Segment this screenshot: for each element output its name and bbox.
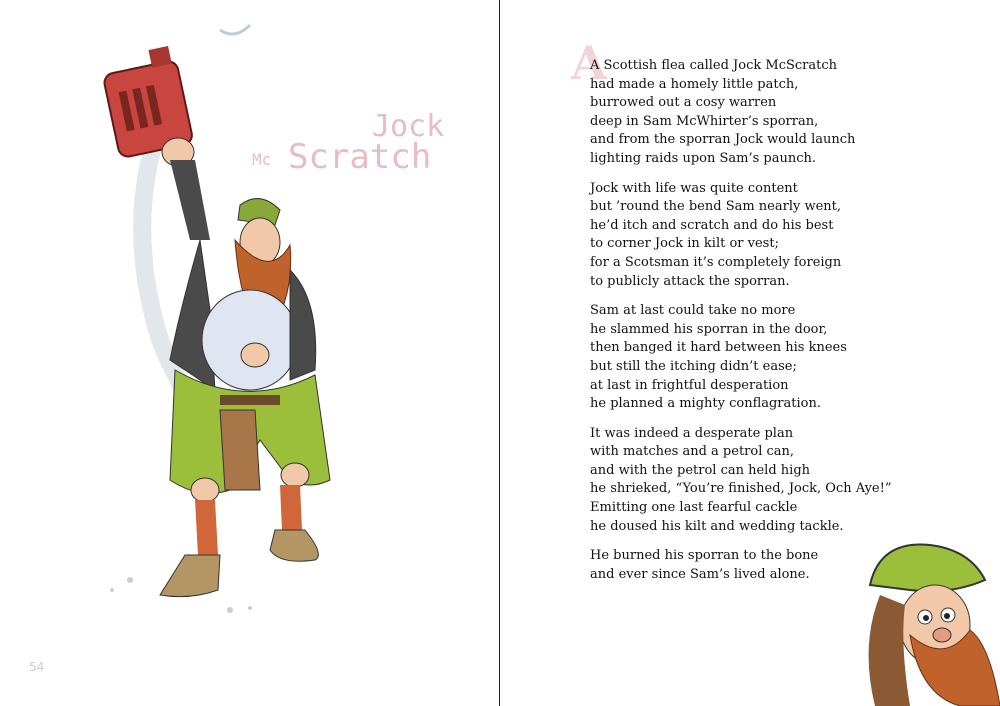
poem-line: Jock with life was quite content bbox=[590, 180, 798, 196]
poem-text bbox=[590, 57, 950, 595]
poem-line: A Scottish flea called Jock McScratch bbox=[590, 58, 838, 73]
poem-line: to corner Jock in kilt or vest; bbox=[590, 236, 779, 252]
stanza bbox=[590, 180, 950, 292]
poem-line: and ever since Sam’s lived alone. bbox=[590, 566, 810, 582]
stanza bbox=[590, 425, 950, 537]
left-page bbox=[0, 0, 499, 706]
poem-line: he slammed his sporran in the door, bbox=[590, 321, 828, 337]
stanza bbox=[590, 302, 950, 414]
poem-line: he planned a mighty conflagration. bbox=[590, 396, 821, 412]
poem-line: and from the sporran Jock would launch bbox=[590, 132, 856, 148]
poem-line: He burned his sporran to the bone bbox=[590, 548, 819, 564]
title-scratch: Scratch bbox=[288, 137, 432, 177]
poem-line: he shrieked, “You’re finished, Jock, Och Aye!” bbox=[590, 481, 892, 497]
title-mc: Mc bbox=[252, 150, 272, 169]
poem-line: for a Scotsman it’s completely foreign bbox=[590, 254, 842, 270]
highlander-portrait-illustration bbox=[850, 525, 1000, 706]
drop-cap: A bbox=[571, 36, 607, 90]
poem-line: burrowed out a cosy warren bbox=[590, 95, 777, 111]
poem-line: Sam at last could take no more bbox=[590, 303, 796, 319]
poem-line: Emitting one last fearful cackle bbox=[590, 500, 798, 516]
poem-line: with matches and a petrol can, bbox=[590, 444, 795, 460]
poem-line: at last in frightful desperation bbox=[590, 377, 789, 393]
poem-line: It was indeed a desperate plan bbox=[590, 425, 794, 441]
title-jock: Jock bbox=[372, 109, 445, 144]
poem-line: he’d itch and scratch and do his best bbox=[590, 217, 834, 233]
poem-line: lighting raids upon Sam’s paunch. bbox=[590, 150, 817, 166]
poem-line: but still the itching didn’t ease; bbox=[590, 358, 797, 374]
poem-line: to publicly attack the sporran. bbox=[590, 273, 790, 289]
poem-line: and with the petrol can held high bbox=[590, 462, 811, 478]
highlander-illustration bbox=[100, 10, 400, 620]
poem-line: then banged it hard between his knees bbox=[590, 340, 847, 356]
poem-line: but ’round the bend Sam nearly went, bbox=[590, 199, 842, 215]
page-number: 54 bbox=[29, 660, 45, 674]
poem-line: he doused his kilt and wedding tackle. bbox=[590, 518, 844, 534]
poem-line: deep in Sam McWhirter’s sporran, bbox=[590, 113, 819, 129]
poem-line: had made a homely little patch, bbox=[590, 76, 799, 92]
stanza bbox=[590, 57, 950, 169]
